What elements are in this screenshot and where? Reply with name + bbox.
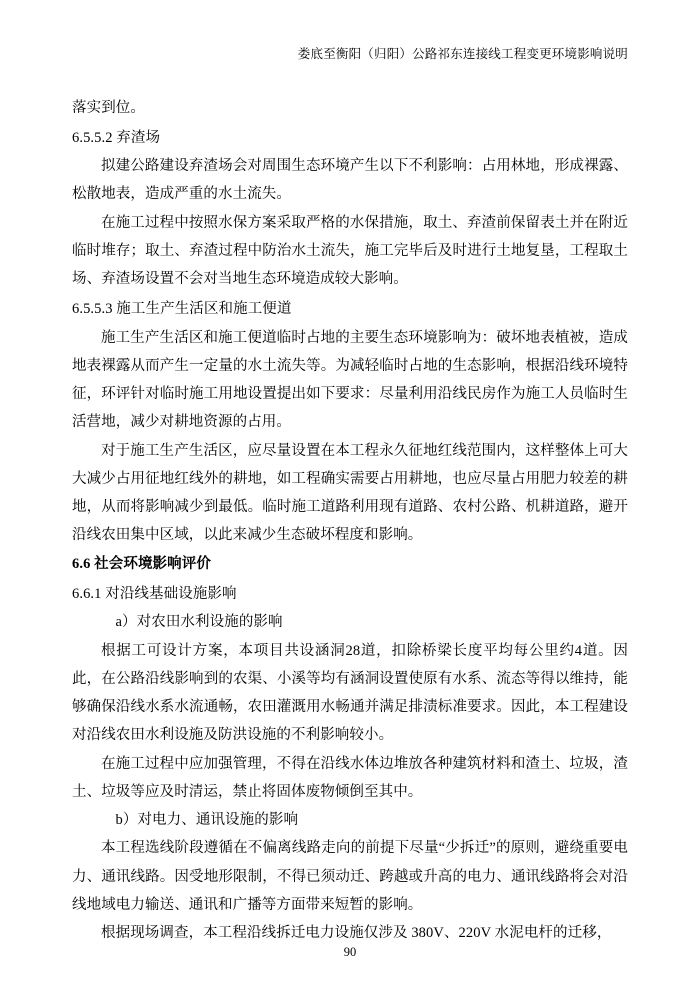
paragraph-continuation: 落实到位。 xyxy=(72,99,145,116)
paragraph-site-survey: 根据现场调查，本工程沿线拆迁电力设施仅涉及 380V、220V 水泥电杆的迁移， xyxy=(101,925,612,942)
heading-6-6-1: 6.6.1 对沿线基础设施影响 xyxy=(72,586,237,603)
page-body xyxy=(72,94,628,948)
paragraph-spoil-ground-impact: 拟建公路建设弃渣场会对周围生态环境产生以下不利影响：占用林地，形成裸露、松散地表，造成严重的水土流失。 xyxy=(72,158,628,203)
subheading-b-power-telecom: b）对电力、通讯设施的影响 xyxy=(115,812,299,829)
page-header: 娄底至衡阳（归阳）公路祁东连接线工程变更环境影响说明 xyxy=(297,47,628,61)
paragraph-construction-living-area: 施工生产生活区和施工便道临时占地的主要生态环境影响为：破坏地表植被，造成地表裸露从而产生一定量的水土流失等。为减轻临时占地的生态影响，根据沿线环境特征，环评针对临时施工用地设置提出如下要求：尽量利用沿线民房作为施工人员临时生活营地，减少对耕地资源的占用。 xyxy=(72,329,628,431)
paragraph-soil-conservation-measures: 在施工过程中按照水保方案采取严格的水保措施，取土、弃渣前保留表土并在附近临时堆存；取土、弃渣过程中防治水土流失，施工完毕后及时进行土地复垦，工程取土场、弃渣场设置不会对当地生态环境造成较大影响。 xyxy=(72,214,628,288)
page-footer xyxy=(0,945,700,960)
page-number: 90 xyxy=(343,945,357,959)
subheading-a-farmland-water: a）对农田水利设施的影响 xyxy=(115,614,283,631)
paragraph-culvert-design: 根据工可设计方案，本项目共设涵洞28道，扣除桥梁长度平均每公里约4道。因此，在公路沿线影响到的农渠、小溪等均有涵洞设置使原有水系、流态等得以维持，能够确保沿线水系水流通畅，农田灌溉用水畅通并满足排渍标准要求。因此，本工程建设对沿线农田水利设施及防洪设施的不利影响较小。 xyxy=(72,642,628,744)
heading-6-6: 6.6 社会环境影响评价 xyxy=(72,555,211,572)
heading-6-5-5-2: 6.5.5.2 弃渣场 xyxy=(72,129,161,146)
paragraph-construction-management: 在施工过程中应加强管理，不得在沿线水体边堆放各种建筑材料和渣土、垃圾，渣土、垃圾等应及时清运，禁止将固体废物倾倒至其中。 xyxy=(72,755,628,800)
heading-6-5-5-3: 6.5.5.3 施工生产生活区和施工便道 xyxy=(72,301,292,318)
paragraph-route-selection: 本工程选线阶段遵循在不偏离线路走向的前提下尽量“少拆迁”的原则，避绕重要电力、通讯线路。因受地形限制，不得已须动迁、跨越或升高的电力、通讯线路将会对沿线地域电力输送、通讯和广播等方面带来短暂的影响。 xyxy=(72,840,628,913)
paragraph-land-use-minimization: 对于施工生产生活区，应尽量设置在本工程永久征地红线范围内，这样整体上可大大减少占用征地红线外的耕地，如工程确实需要占用耕地，也应尽量占用肥力较差的耕地，从而将影响减少到最低。临时施工道路利用现有道路、农村公路、机耕道路，避开沿线农田集中区域，以此来减少生态破坏程度和影响。 xyxy=(72,442,628,544)
